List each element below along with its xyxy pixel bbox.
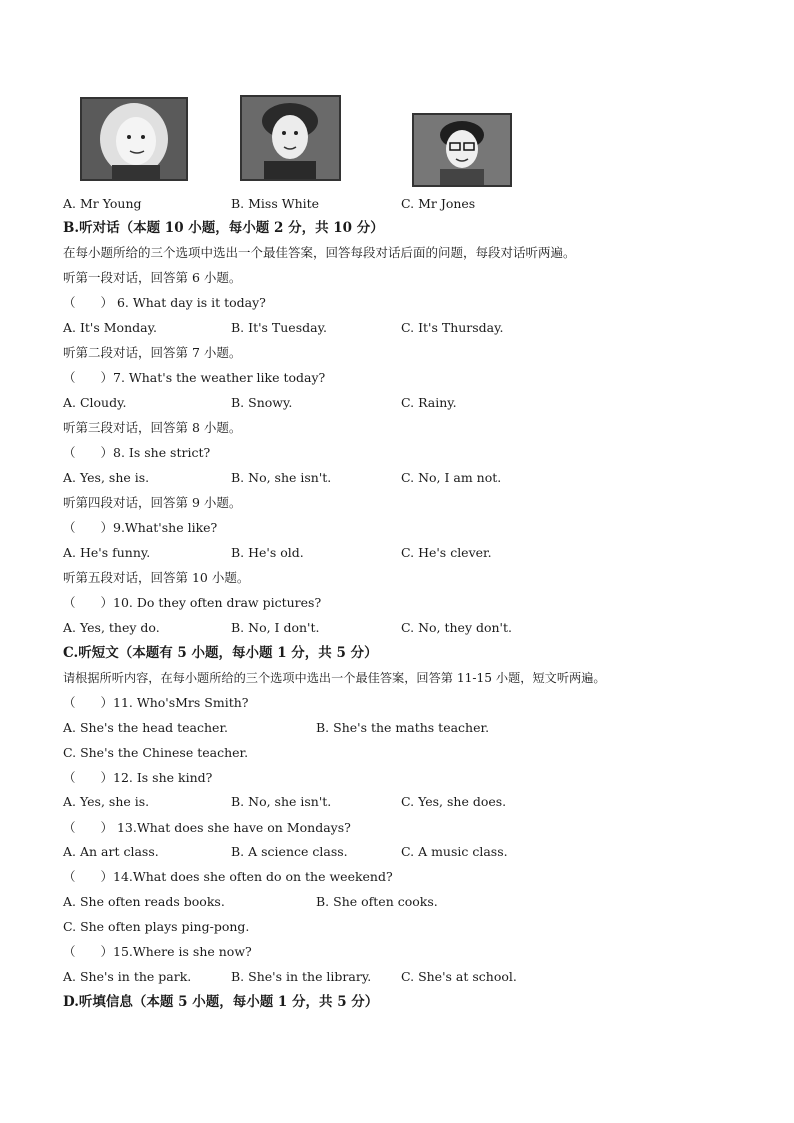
section-d-heading: D.听填信息（本题 5 小题，每小题 1 分，共 5 分） — [63, 994, 379, 1010]
option-a: A. She often reads books. — [63, 894, 225, 909]
option-a: A. Yes, she is. — [63, 794, 150, 809]
picture-a-woman-blonde — [80, 97, 188, 181]
option-b: B. A science class. — [231, 844, 348, 859]
option-b: B. It's Tuesday. — [231, 320, 327, 335]
option-a: A. Cloudy. — [63, 395, 127, 410]
question-11: （ ）11. Who'sMrs Smith? — [63, 695, 249, 710]
option-a: A. It's Monday. — [63, 320, 157, 335]
option-b: B. No, she isn't. — [231, 470, 332, 485]
picture-c-label: C. Mr Jones — [401, 196, 476, 211]
dialogue-intro: 听第三段对话，回答第 8 小题。 — [63, 420, 242, 435]
question-7: （ ）7. What's the weather like today? — [63, 370, 326, 385]
picture-c-man-glasses — [412, 113, 512, 187]
option-c: C. She's at school. — [401, 969, 517, 984]
option-b: B. She's in the library. — [231, 969, 372, 984]
question-8: （ ）8. Is she strict? — [63, 445, 211, 460]
portrait-icon — [242, 97, 339, 179]
section-c-heading: C.听短文（本题有 5 小题，每小题 1 分，共 5 分） — [63, 645, 378, 661]
option-c: C. Yes, she does. — [401, 794, 507, 809]
section-b-instruction: 在每小题所给的三个选项中选出一个最佳答案，回答每段对话后面的问题，每段对话听两遍。 — [63, 245, 576, 260]
question-9: （ ）9.What'she like? — [63, 520, 218, 535]
option-a: A. He's funny. — [63, 545, 151, 560]
option-c: C. No, I am not. — [401, 470, 502, 485]
question-10: （ ）10. Do they often draw pictures? — [63, 595, 322, 610]
option-c: C. It's Thursday. — [401, 320, 504, 335]
question-13: （ ） 13.What does she have on Mondays? — [63, 820, 351, 835]
option-c: C. Rainy. — [401, 395, 457, 410]
option-a: A. She's the head teacher. — [63, 720, 229, 735]
question-12: （ ）12. Is she kind? — [63, 770, 213, 785]
question-6: （ ） 6. What day is it today? — [63, 295, 266, 310]
picture-b-label: B. Miss White — [231, 196, 320, 211]
dialogue-intro: 听第五段对话，回答第 10 小题。 — [63, 570, 250, 585]
dialogue-intro: 听第一段对话，回答第 6 小题。 — [63, 270, 242, 285]
option-b: B. She's the maths teacher. — [316, 720, 490, 735]
dialogue-intro: 听第二段对话，回答第 7 小题。 — [63, 345, 242, 360]
picture-a-label: A. Mr Young — [63, 196, 142, 211]
question-14: （ ）14.What does she often do on the weekend? — [63, 869, 393, 884]
option-a: A. Yes, they do. — [63, 620, 160, 635]
dialogue-intro: 听第四段对话，回答第 9 小题。 — [63, 495, 242, 510]
section-c-instruction: 请根据所听内容，在每小题所给的三个选项中选出一个最佳答案，回答第 11-15 小题，短文听两遍。 — [63, 671, 606, 685]
option-c: C. A music class. — [401, 844, 508, 859]
option-b: B. Snowy. — [231, 395, 293, 410]
option-c: C. He's clever. — [401, 545, 492, 560]
option-b: B. She often cooks. — [316, 894, 438, 909]
option-b: B. No, I don't. — [231, 620, 320, 635]
option-a: A. An art class. — [63, 844, 159, 859]
section-b-heading: B.听对话（本题 10 小题，每小题 2 分，共 10 分） — [63, 220, 384, 236]
question-15: （ ）15.Where is she now? — [63, 944, 252, 959]
option-b: B. No, she isn't. — [231, 794, 332, 809]
option-a: A. Yes, she is. — [63, 470, 150, 485]
option-c: C. No, they don't. — [401, 620, 512, 635]
portrait-icon — [82, 99, 186, 179]
portrait-icon — [414, 115, 510, 185]
option-a: A. She's in the park. — [63, 969, 192, 984]
picture-b-woman-curly — [240, 95, 341, 181]
option-c: C. She often plays ping-pong. — [63, 919, 250, 934]
option-b: B. He's old. — [231, 545, 304, 560]
option-c: C. She's the Chinese teacher. — [63, 745, 249, 760]
